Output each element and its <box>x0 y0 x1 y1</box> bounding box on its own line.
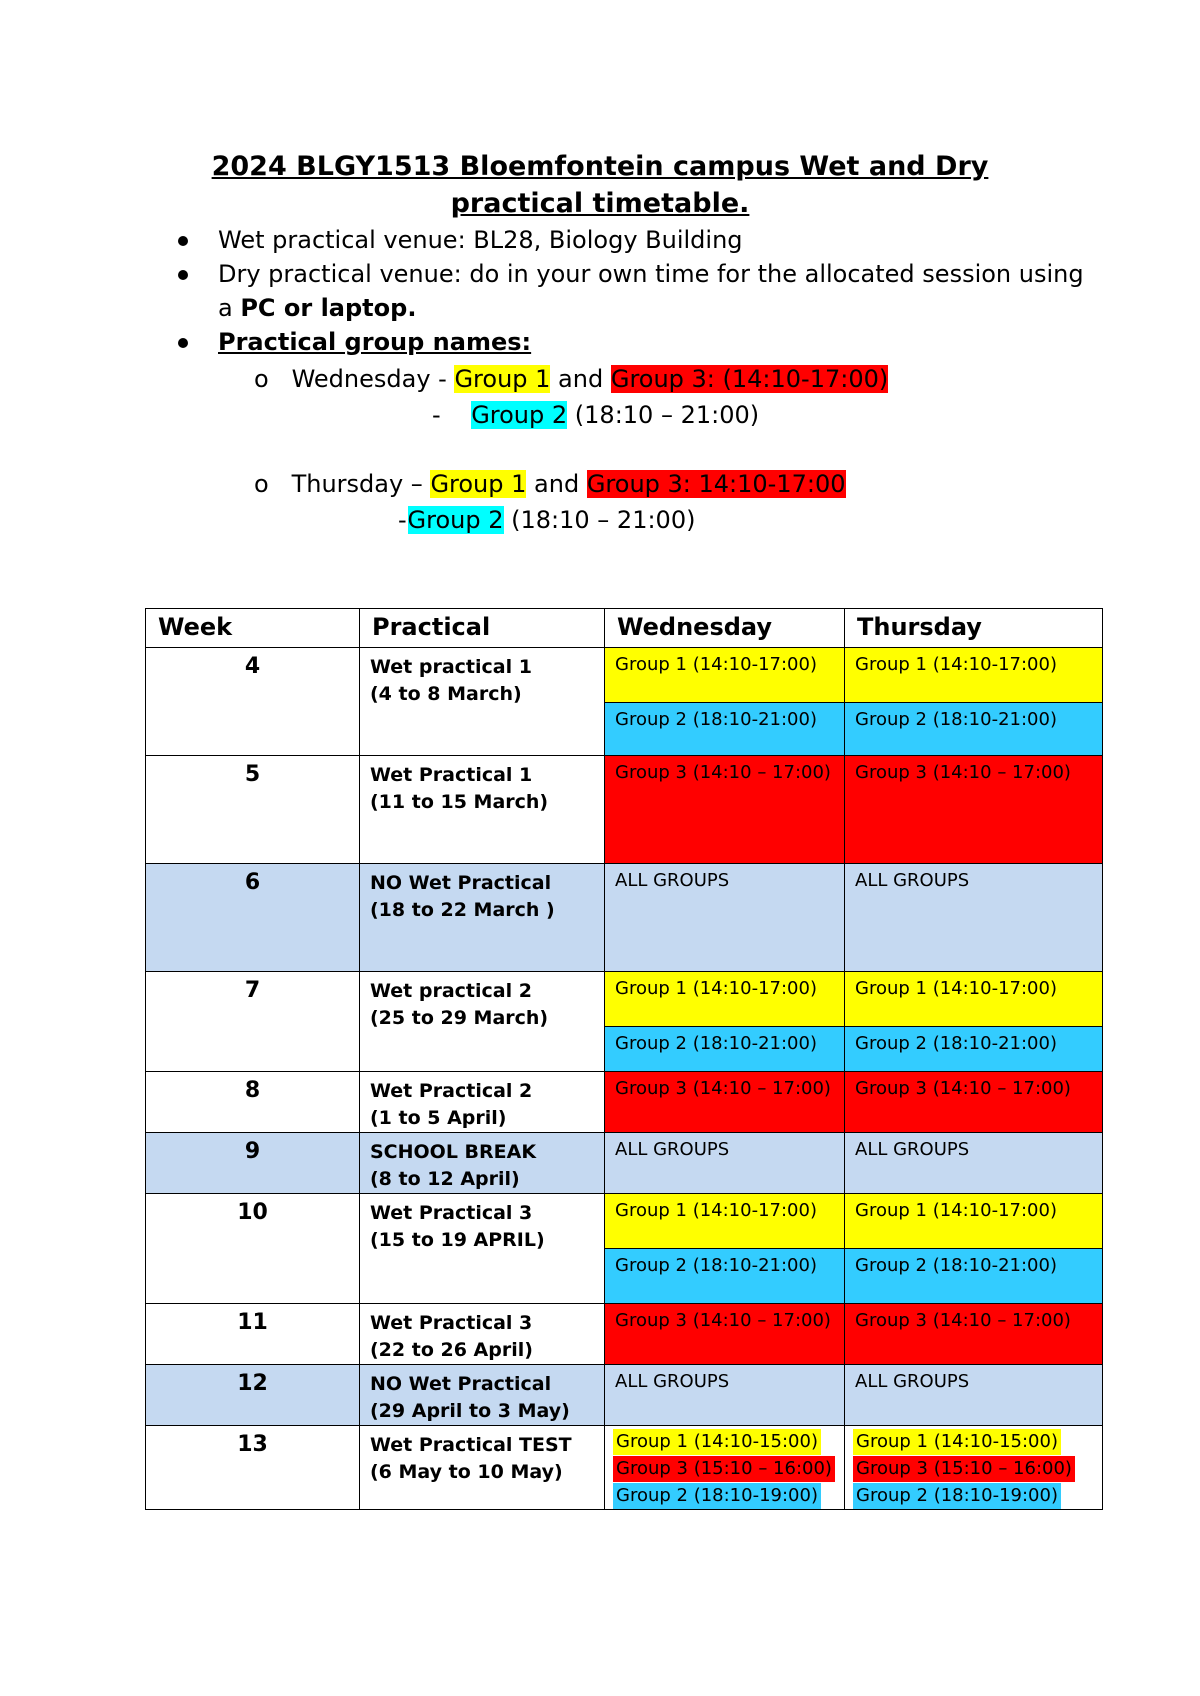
practical-cell <box>360 1194 605 1304</box>
slot-text: Group 3 (14:10 – 17:00) <box>855 1078 1071 1099</box>
wed-group2-badge: Group 2 <box>471 401 568 429</box>
slot-text: Group 3 (14:10 – 17:00) <box>855 762 1071 783</box>
table-row <box>146 1072 1103 1133</box>
practical-name: Wet Practical 2 <box>370 1080 533 1102</box>
practical-name: Wet Practical 1 <box>370 764 533 786</box>
week-number: 12 <box>146 1365 360 1426</box>
week-number: 6 <box>146 864 360 972</box>
practical-cell <box>360 648 605 756</box>
dash-marker: - <box>432 401 441 429</box>
practical-name: Wet practical 1 <box>370 656 532 678</box>
practical-cell <box>360 864 605 972</box>
slot-text: ALL GROUPS <box>855 1139 970 1160</box>
slot-text: ALL GROUPS <box>855 870 970 891</box>
slot-text: Group 2 (18:10-21:00) <box>615 1255 817 1276</box>
thursday-slot <box>845 703 1103 756</box>
week-number: 9 <box>146 1133 360 1194</box>
practical-cell <box>360 972 605 1072</box>
practical-name: Wet Practical TEST <box>370 1434 572 1456</box>
slot-text: Group 1 (14:10-17:00) <box>615 978 817 999</box>
thu-group1-badge: Group 1 <box>430 470 527 498</box>
practical-dates: (4 to 8 March) <box>370 683 522 705</box>
wed-group1-badge: Group 1 <box>454 365 551 393</box>
table-row <box>146 1133 1103 1194</box>
slot-text: Group 3 (14:10 – 17:00) <box>615 1078 831 1099</box>
slot-text: Group 2 (18:10-21:00) <box>615 709 817 730</box>
week-number: 8 <box>146 1072 360 1133</box>
and-text: and <box>526 470 587 498</box>
practical-dates: (18 to 22 March ) <box>370 899 555 921</box>
slot-text: Group 1 (14:10-17:00) <box>855 654 1057 675</box>
dry-venue-prefix: a <box>218 294 241 322</box>
table-row <box>146 648 1103 703</box>
table-row <box>146 864 1103 972</box>
practical-name: SCHOOL BREAK <box>370 1141 537 1163</box>
thursday-slot <box>845 864 1103 972</box>
thursday-group2-line <box>398 506 695 534</box>
slot-text: Group 3 (14:10 – 17:00) <box>855 1310 1071 1331</box>
week-number: 10 <box>146 1194 360 1304</box>
table-row <box>146 1194 1103 1249</box>
test-slot-group2: Group 2 (18:10-19:00) <box>853 1483 1061 1509</box>
practical-name: Wet Practical 3 <box>370 1312 533 1334</box>
wednesday-label: Wednesday - <box>291 365 455 393</box>
practical-cell <box>360 756 605 864</box>
thursday-slot <box>845 1426 1103 1510</box>
thursday-slot <box>845 1194 1103 1249</box>
bullet-dot-icon <box>178 270 188 280</box>
thu-group2-badge: Group 2 <box>407 506 504 534</box>
thursday-line <box>254 470 846 498</box>
thursday-slot <box>845 1133 1103 1194</box>
table-row <box>146 972 1103 1027</box>
practical-dates: (8 to 12 April) <box>370 1168 520 1190</box>
practical-cell <box>360 1072 605 1133</box>
test-slot-group3: Group 3 (15:10 – 16:00) <box>853 1456 1075 1482</box>
thursday-slot <box>845 756 1103 864</box>
dash-marker: - <box>398 506 408 534</box>
thursday-slot <box>845 648 1103 703</box>
practical-name: NO Wet Practical <box>370 1373 552 1395</box>
wet-venue-text: Wet practical venue: BL28, Biology Building <box>218 226 743 254</box>
wednesday-slot <box>605 1194 845 1249</box>
page-title: 2024 BLGY1513 Bloemfontein campus Wet and Dry practical timetable. <box>211 151 989 219</box>
wednesday-slot <box>605 1426 845 1510</box>
slot-text: ALL GROUPS <box>615 1139 730 1160</box>
practical-name: Wet Practical 3 <box>370 1202 533 1224</box>
table-header-row <box>146 609 1103 648</box>
thursday-label: Thursday – <box>291 470 431 498</box>
thursday-slot <box>845 1027 1103 1072</box>
group-names-heading: Practical group names: <box>218 328 532 356</box>
bullet-dot-icon <box>178 338 188 348</box>
header-week: Week <box>146 609 360 648</box>
thu-group2-time: (18:10 – 21:00) <box>503 506 696 534</box>
slot-text: Group 2 (18:10-21:00) <box>855 1255 1057 1276</box>
slot-text: Group 1 (14:10-17:00) <box>855 978 1057 999</box>
practical-dates: (1 to 5 April) <box>370 1107 507 1129</box>
wed-group3-badge: Group 3: (14:10-17:00) <box>610 365 889 393</box>
slot-text: Group 3 (14:10 – 17:00) <box>615 1310 831 1331</box>
thursday-slot <box>845 1365 1103 1426</box>
sub-bullet-marker: o <box>254 365 269 393</box>
test-slot-group3: Group 3 (15:10 – 16:00) <box>613 1456 835 1482</box>
table-row <box>146 1426 1103 1510</box>
practical-cell <box>360 1133 605 1194</box>
slot-text: Group 1 (14:10-17:00) <box>615 654 817 675</box>
test-slot-group1: Group 1 (14:10-15:00) <box>613 1429 821 1455</box>
wednesday-slot <box>605 1072 845 1133</box>
header-wednesday: Wednesday <box>605 609 845 648</box>
wednesday-line <box>254 365 888 393</box>
wed-group2-time: (18:10 – 21:00) <box>567 401 760 429</box>
slot-text: Group 3 (14:10 – 17:00) <box>615 762 831 783</box>
wednesday-slot <box>605 1027 845 1072</box>
practical-cell <box>360 1304 605 1365</box>
wednesday-slot <box>605 1249 845 1304</box>
wednesday-slot <box>605 703 845 756</box>
practical-dates: (15 to 19 APRIL) <box>370 1229 545 1251</box>
timetable <box>145 608 1103 1510</box>
and-text: and <box>550 365 611 393</box>
practical-dates: (25 to 29 March) <box>370 1007 549 1029</box>
table-row <box>146 1365 1103 1426</box>
week-number: 13 <box>146 1426 360 1510</box>
slot-text: ALL GROUPS <box>855 1371 970 1392</box>
practical-cell <box>360 1365 605 1426</box>
test-slot-group1: Group 1 (14:10-15:00) <box>853 1429 1061 1455</box>
dry-venue-device: PC or laptop. <box>240 294 417 322</box>
bullet-dot-icon <box>178 236 188 246</box>
week-number: 11 <box>146 1304 360 1365</box>
slot-text: ALL GROUPS <box>615 1371 730 1392</box>
practical-dates: (29 April to 3 May) <box>370 1400 570 1422</box>
practical-dates: (11 to 15 March) <box>370 791 549 813</box>
dry-venue-text: Dry practical venue: do in your own time for the allocated session using <box>218 260 1084 288</box>
slot-text: Group 1 (14:10-17:00) <box>855 1200 1057 1221</box>
wednesday-group2-line <box>432 401 759 429</box>
wednesday-slot <box>605 1365 845 1426</box>
practical-dates: (6 May to 10 May) <box>370 1461 563 1483</box>
slot-text: Group 2 (18:10-21:00) <box>855 1033 1057 1054</box>
sub-bullet-marker: o <box>254 470 269 498</box>
slot-text: Group 1 (14:10-17:00) <box>615 1200 817 1221</box>
thursday-slot <box>845 1072 1103 1133</box>
week-number: 5 <box>146 756 360 864</box>
thursday-slot <box>845 1304 1103 1365</box>
week-number: 4 <box>146 648 360 756</box>
test-slot-group2: Group 2 (18:10-19:00) <box>613 1483 821 1509</box>
thursday-slot <box>845 1249 1103 1304</box>
header-practical: Practical <box>360 609 605 648</box>
thu-group3-badge: Group 3: 14:10-17:00 <box>586 470 846 498</box>
thursday-slot <box>845 972 1103 1027</box>
slot-text: Group 2 (18:10-21:00) <box>615 1033 817 1054</box>
table-row <box>146 1304 1103 1365</box>
wednesday-slot <box>605 972 845 1027</box>
practical-name: NO Wet Practical <box>370 872 552 894</box>
wednesday-slot <box>605 864 845 972</box>
practical-name: Wet practical 2 <box>370 980 532 1002</box>
header-thursday: Thursday <box>845 609 1103 648</box>
slot-text: Group 2 (18:10-21:00) <box>855 709 1057 730</box>
wednesday-slot <box>605 648 845 703</box>
slot-text: ALL GROUPS <box>615 870 730 891</box>
wednesday-slot <box>605 1133 845 1194</box>
wednesday-slot <box>605 756 845 864</box>
practical-cell <box>360 1426 605 1510</box>
week-number: 7 <box>146 972 360 1072</box>
table-row <box>146 756 1103 864</box>
wednesday-slot <box>605 1304 845 1365</box>
practical-dates: (22 to 26 April) <box>370 1339 533 1361</box>
dry-venue-continuation <box>218 294 416 322</box>
